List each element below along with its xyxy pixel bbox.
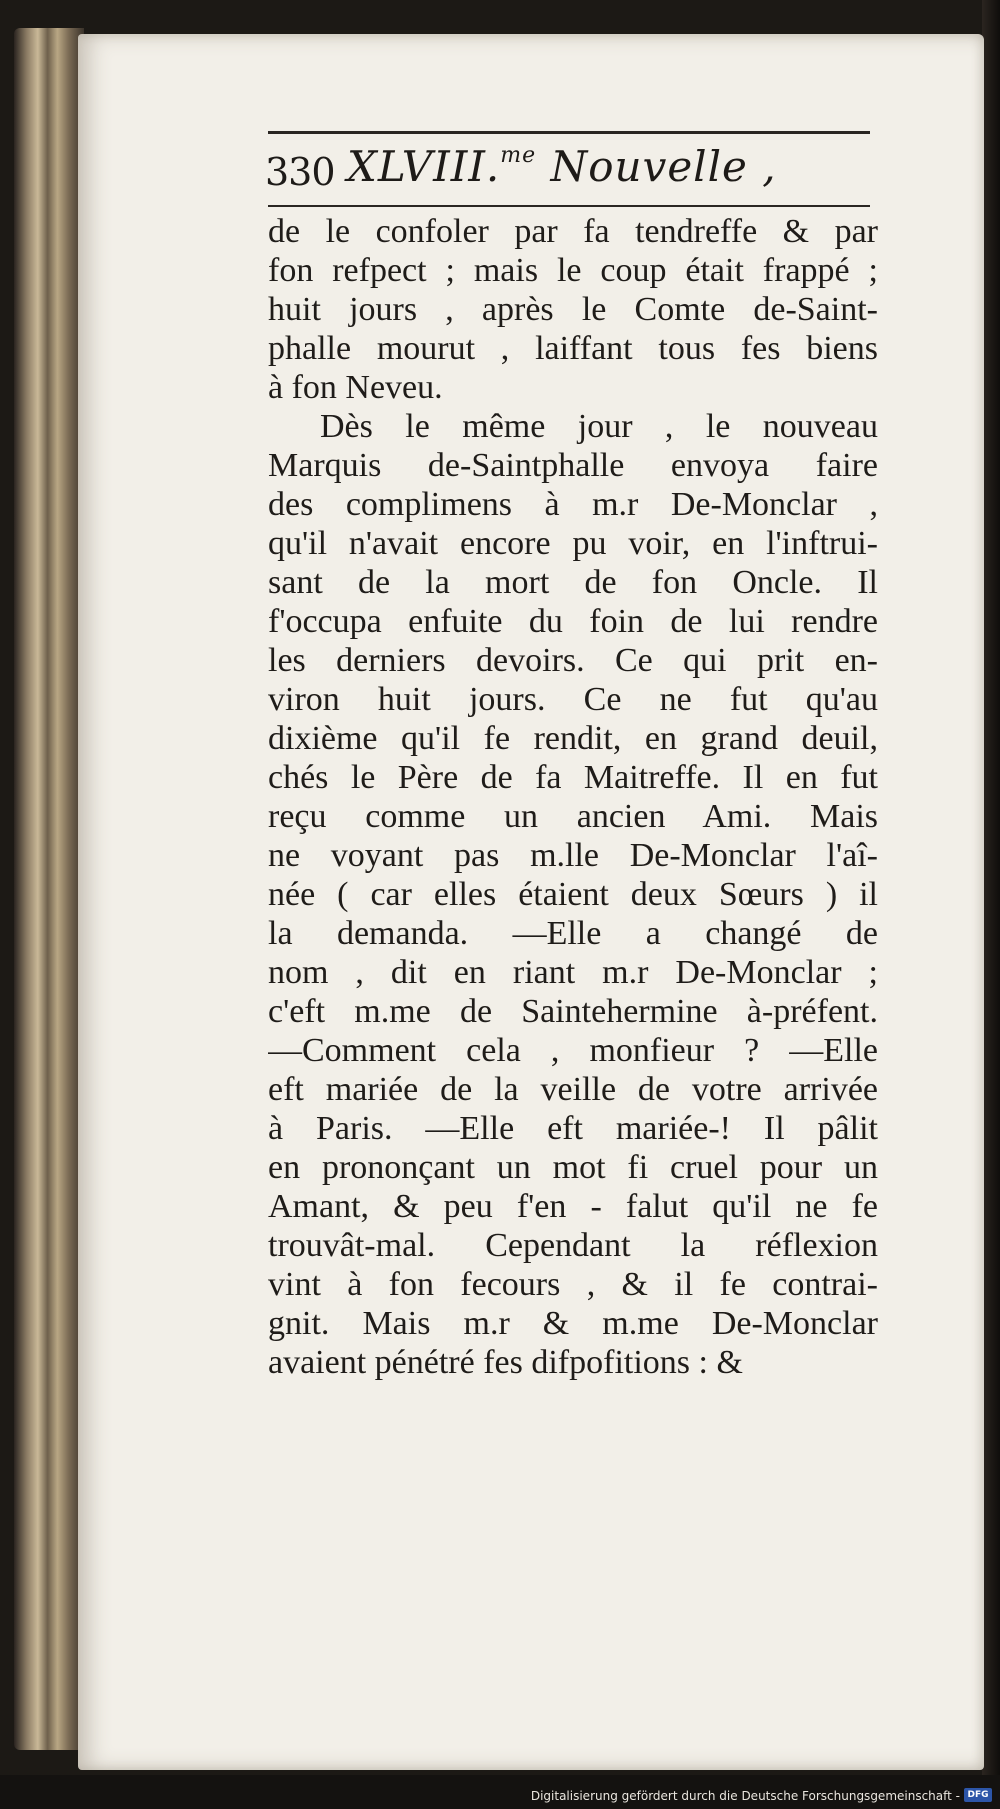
text-line: trouvât-mal. Cependant la réflexion xyxy=(268,1227,878,1264)
text-line: eft mariée de la veille de votre arrivée xyxy=(268,1071,878,1108)
text-line: fon refpect ; mais le coup était frappé ; xyxy=(268,252,878,289)
text-line: gnit. Mais m.r & m.me De-Monclar xyxy=(268,1305,878,1342)
text-line: Amant, & peu f'en - falut qu'il ne fe xyxy=(268,1188,878,1225)
text-line: Dès le même jour , le nouveau xyxy=(320,408,878,445)
running-title xyxy=(347,142,777,191)
text-line: chés le Père de fa Maitreffe. Il en fut xyxy=(268,759,878,796)
text-line: avaient pénétré fes difpofitions : & xyxy=(268,1344,743,1381)
running-head xyxy=(265,138,875,204)
text-line: viron huit jours. Ce ne fut qu'au xyxy=(268,681,878,718)
text-line: née ( car elles étaient deux Sœurs ) il xyxy=(268,876,878,913)
text-line: dixième qu'il fe rendit, en grand deuil, xyxy=(268,720,878,757)
text-line: c'eft m.me de Saintehermine à-préfent. xyxy=(268,993,878,1030)
text-line: sant de la mort de fon Oncle. Il xyxy=(268,564,878,601)
text-line: huit jours , après le Comte de-Saint- xyxy=(268,291,878,328)
text-line: vint à fon fecours , & il fe contrai- xyxy=(268,1266,878,1303)
footer-bar xyxy=(0,1775,1000,1809)
text-line: reçu comme un ancien Ami. Mais xyxy=(268,798,878,835)
running-title-superscript: me xyxy=(500,143,537,168)
body-text xyxy=(268,212,878,1382)
header-rule-bottom xyxy=(268,205,870,207)
text-line: la demanda. —Elle a changé de xyxy=(268,915,878,952)
dfg-logo: DFG xyxy=(964,1788,992,1802)
running-title-word: Nouvelle , xyxy=(536,142,777,191)
text-line: de le confoler par fa tendreffe & par xyxy=(268,213,878,250)
running-title-numeral: XLVIII. xyxy=(347,142,501,191)
text-line: ne voyant pas m.lle De-Monclar l'aî- xyxy=(268,837,878,874)
text-line: à Paris. —Elle eft mariée-! Il pâlit xyxy=(268,1110,878,1147)
text-line: phalle mourut , laiffant tous fes biens xyxy=(268,330,878,367)
page-gutter-shadow xyxy=(982,0,1000,1809)
funding-credit: Digitalisierung gefördert durch die Deutsche Forschungsgemeinschaft - xyxy=(530,1789,960,1803)
text-line: en prononçant un mot fi cruel pour un xyxy=(268,1149,878,1186)
text-line: à fon Neveu. xyxy=(268,369,443,406)
text-line: les derniers devoirs. Ce qui prit en- xyxy=(268,642,878,679)
page-number: 330 xyxy=(265,150,335,194)
text-line: —Comment cela , monfieur ? —Elle xyxy=(268,1032,878,1069)
book-fore-edge xyxy=(14,28,84,1750)
header-rule-top xyxy=(268,131,870,134)
text-line: f'occupa enfuite du foin de lui rendre xyxy=(268,603,878,640)
text-line: Marquis de-Saintphalle envoya faire xyxy=(268,447,878,484)
text-line: des complimens à m.r De-Monclar , xyxy=(268,486,878,523)
text-line: qu'il n'avait encore pu voir, en l'inftrui- xyxy=(268,525,878,562)
text-line: nom , dit en riant m.r De-Monclar ; xyxy=(268,954,878,991)
